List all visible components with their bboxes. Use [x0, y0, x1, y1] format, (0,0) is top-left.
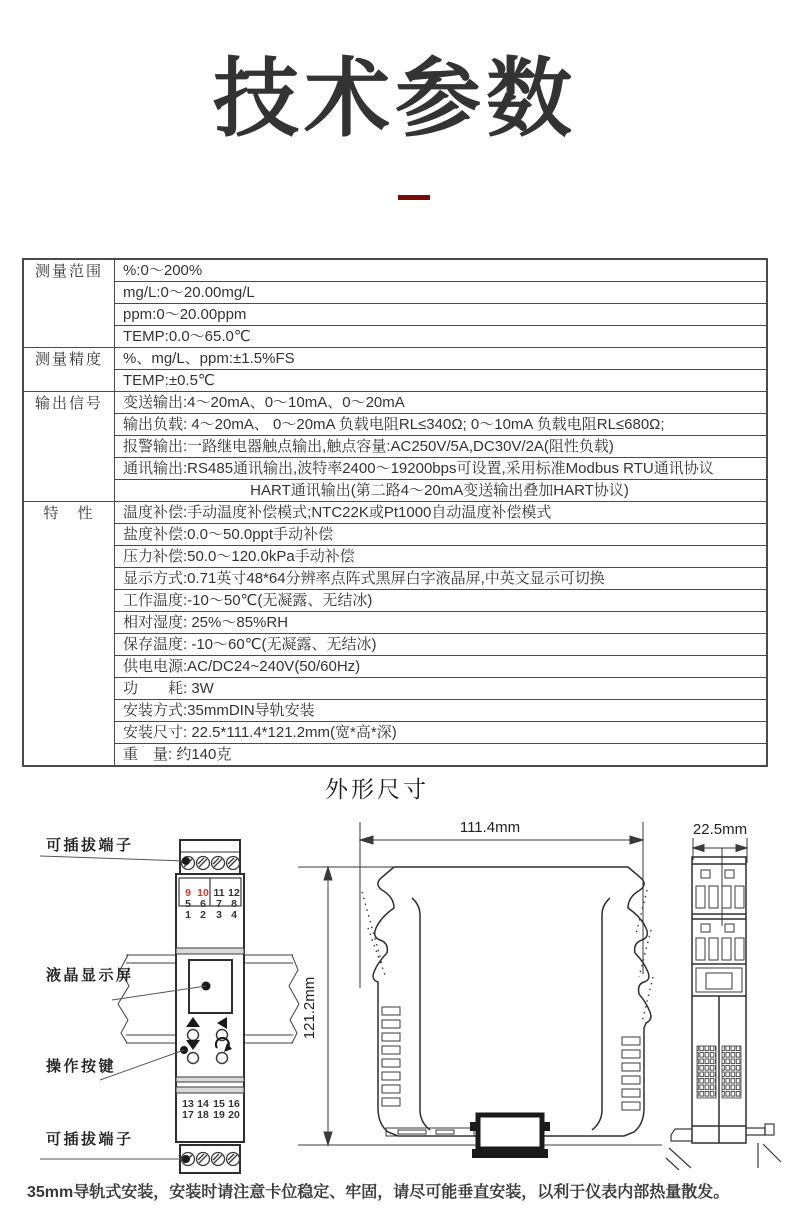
spec-value: %、mg/L、ppm:±1.5%FS [115, 348, 768, 370]
spec-value: TEMP:±0.5℃ [115, 370, 768, 392]
table-row [23, 590, 767, 612]
spec-value: ppm:0～20.00ppm [115, 304, 768, 326]
spec-group-label: 测量范围 [23, 259, 115, 348]
section-heading-dimensions: 外形尺寸 [325, 776, 429, 802]
spec-value: 报警输出:一路继电器触点输出,触点容量:AC250V/5A,DC30V/2A(阻性负载) [115, 436, 768, 458]
table-row [23, 568, 767, 590]
terminal-number: 20 [228, 1109, 240, 1121]
spec-value: 通讯输出:RS485通讯输出,波特率2400～19200bps可设置,采用标准Modbus RTU通讯协议 [115, 458, 768, 480]
terminal-number: 18 [197, 1109, 209, 1121]
table-row [23, 370, 767, 392]
table-row [23, 700, 767, 722]
height-dimension-label: 121.2mm [301, 976, 318, 1040]
terminal-number: 10 [197, 887, 209, 899]
end-terminal-details [696, 870, 744, 992]
table-row [23, 436, 767, 458]
terminal-number: 8 [231, 898, 237, 910]
spec-value: 工作温度:-10～50℃(无凝露、无结冰) [115, 590, 768, 612]
side-view-drawing [298, 812, 666, 1177]
footer-note: 35mm导轨式安装，安装时请注意卡位稳定、牢固，请尽可能垂直安装，以利于仪表内部热量散发。 [27, 1184, 730, 1201]
terminal-number: 17 [182, 1109, 194, 1121]
terminal-number: 4 [231, 909, 237, 921]
module-end-outline [692, 857, 746, 1143]
spec-group-label: 特 性 [23, 502, 115, 767]
terminal-number: 16 [228, 1098, 240, 1110]
spec-value: TEMP:0.0～65.0℃ [115, 326, 768, 348]
spec-value: 输出负载: 4～20mA、 0～20mA 负载电阻RL≤340Ω; 0～10mA 负载电阻RL≤680Ω; [115, 414, 768, 436]
spec-group-label: 输出信号 [23, 392, 115, 502]
width-dimension-label: 111.4mm [459, 819, 521, 836]
spec-value: 安装尺寸: 22.5*111.4*121.2mm(宽*高*深) [115, 722, 768, 744]
table-row [23, 414, 767, 436]
spec-value: 供电电源:AC/DC24~240V(50/60Hz) [115, 656, 768, 678]
spec-value: %:0～200% [115, 259, 768, 282]
vent-grid [697, 1046, 716, 1098]
terminal-number: 5 [185, 898, 191, 910]
table-row [23, 282, 767, 304]
table-row [23, 612, 767, 634]
terminal-number: 19 [213, 1109, 225, 1121]
table-row [23, 546, 767, 568]
terminal-number: 7 [216, 898, 222, 910]
module-side-outline [373, 867, 651, 1136]
table-row [23, 304, 767, 326]
label-lcd-display: 液晶显示屏 [46, 967, 134, 984]
table-row [23, 458, 767, 480]
label-pluggable-terminal-bottom: 可插拔端子 [46, 1131, 134, 1148]
vent-grid [722, 1046, 741, 1098]
title-accent-dash [398, 195, 430, 200]
terminal-number: 13 [182, 1098, 194, 1110]
table-row [23, 722, 767, 744]
spec-value: HART通讯输出(第二路4～20mA变送输出叠加HART协议) [115, 480, 768, 502]
terminal-number: 15 [213, 1098, 225, 1110]
spec-value: 温度补偿:手动温度补偿模式;NTC22K或Pt1000自动温度补偿模式 [115, 502, 768, 524]
table-row [23, 502, 767, 524]
table-row [23, 392, 767, 414]
spec-value: 功 耗: 3W [115, 678, 768, 700]
separator-band [176, 1087, 244, 1093]
spec-value: 相对湿度: 25%～85%RH [115, 612, 768, 634]
table-row [23, 326, 767, 348]
rail-hooks [666, 1124, 781, 1170]
terminal-number: 11 [213, 887, 225, 899]
spec-value: 压力补偿:50.0～120.0kPa手动补偿 [115, 546, 768, 568]
spec-table [22, 258, 768, 767]
spec-value: 重 量: 约140克 [115, 744, 768, 767]
terminal-number: 1 [185, 909, 191, 921]
separator-band [176, 1077, 244, 1082]
spec-value: mg/L:0～20.00mg/L [115, 282, 768, 304]
table-row [23, 524, 767, 546]
dimension-lines [693, 838, 747, 926]
separator-band [176, 948, 244, 954]
table-row [23, 348, 767, 370]
table-row [23, 259, 767, 282]
end-view-drawing [663, 818, 790, 1170]
terminal-number: 14 [197, 1098, 209, 1110]
terminal-number: 2 [200, 909, 206, 921]
terminal-number: 6 [200, 898, 206, 910]
page-title: 技术参数 [213, 51, 577, 147]
table-row [23, 634, 767, 656]
dotted-lines [362, 890, 653, 1022]
table-row [23, 678, 767, 700]
front-view-drawing [30, 828, 300, 1180]
terminal-number: 3 [216, 909, 222, 921]
depth-dimension-label: 22.5mm [692, 821, 748, 838]
spec-value: 保存温度: -10～60℃(无凝露、无结冰) [115, 634, 768, 656]
spec-value: 显示方式:0.71英寸48*64分辨率点阵式黑屏白字液晶屏,中英文显示可切换 [115, 568, 768, 590]
din-clip-assembly [386, 1115, 550, 1158]
table-row [23, 480, 767, 502]
table-row [23, 656, 767, 678]
table-row [23, 744, 767, 767]
dimension-lines [298, 822, 662, 1145]
terminal-number: 12 [228, 887, 240, 899]
spec-group-label: 测量精度 [23, 348, 115, 392]
label-pluggable-terminal-top: 可插拔端子 [46, 837, 134, 854]
label-operation-buttons: 操作按键 [46, 1058, 117, 1075]
spec-value: 盐度补偿:0.0～50.0ppt手动补偿 [115, 524, 768, 546]
terminal-number: 9 [185, 887, 191, 899]
spec-value: 变送输出:4～20mA、0～10mA、0～20mA [115, 392, 768, 414]
spec-value: 安装方式:35mmDIN导轨安装 [115, 700, 768, 722]
